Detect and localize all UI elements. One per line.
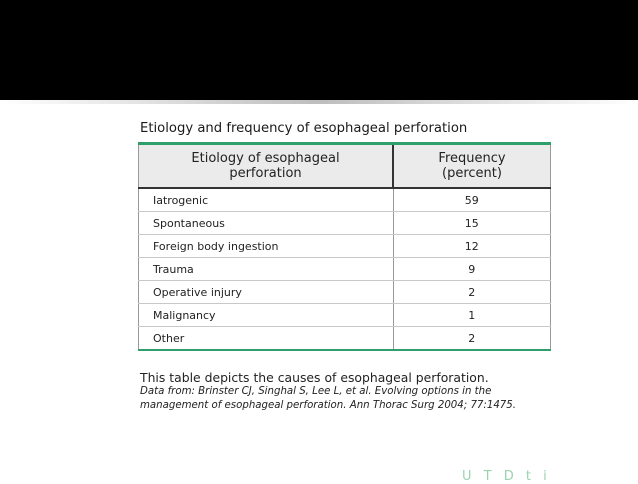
etiology-cell: Malignancy (139, 304, 394, 327)
table-title: Etiology and frequency of esophageal perforation (140, 121, 468, 136)
watermark-logo: U T D t i (462, 469, 551, 484)
header-etiology-label: Etiology of esophageal perforation (191, 151, 340, 181)
header-frequency (393, 145, 551, 188)
table-row (139, 281, 551, 304)
source-citation: Data from: Brinster CJ, Singhal S, Lee L, et al. Evolving options in the management of esophageal perforation. Ann Thorac Surg 2004; 77:1475. (140, 386, 517, 411)
etiology-cell: Foreign body ingestion (139, 235, 394, 258)
frequency-cell: 1 (393, 304, 551, 327)
frequency-cell: 15 (393, 212, 551, 235)
etiology-cell: Operative injury (139, 281, 394, 304)
frequency-cell: 2 (393, 281, 551, 304)
header-etiology (139, 145, 394, 188)
slide-header-bar (0, 0, 638, 100)
table-header-row (139, 145, 551, 188)
etiology-cell: Other (139, 327, 394, 350)
etiology-cell: Trauma (139, 258, 394, 281)
frequency-cell: 9 (393, 258, 551, 281)
frequency-cell: 12 (393, 235, 551, 258)
table-row (139, 235, 551, 258)
frequency-cell: 2 (393, 327, 551, 350)
table-row (139, 188, 551, 212)
header-frequency-label: Frequency (percent) (438, 151, 506, 181)
etiology-cell: Iatrogenic (139, 188, 394, 212)
etiology-cell: Spontaneous (139, 212, 394, 235)
table-row (139, 304, 551, 327)
table-row (139, 258, 551, 281)
frequency-cell: 59 (393, 188, 551, 212)
table-row (139, 327, 551, 350)
etiology-table (138, 142, 551, 351)
table-row (139, 212, 551, 235)
table-caption: This table depicts the causes of esophageal perforation. (140, 370, 489, 385)
